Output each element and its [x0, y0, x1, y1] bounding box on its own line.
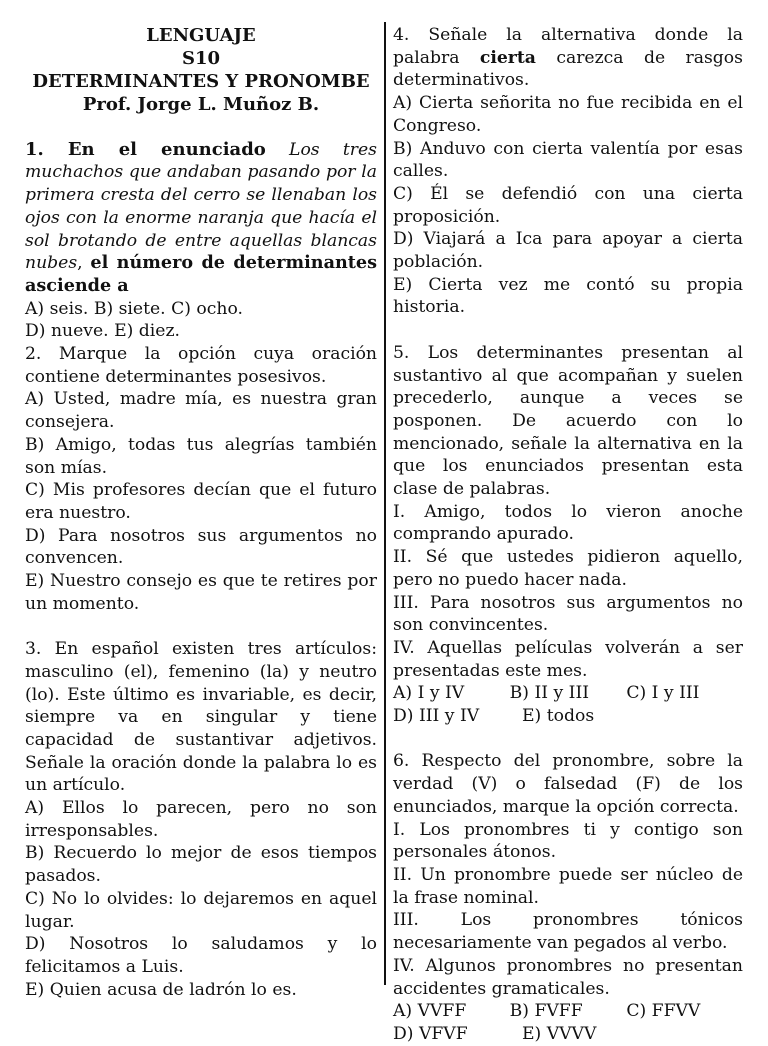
q3-option-b: B) Recuerdo lo mejor de esos tiempos pasados.: [25, 843, 377, 887]
q5-option-b: B) II y III: [509, 683, 590, 704]
q6-option-a: A) VVFF: [393, 1001, 467, 1022]
q1-question: el número de determinantes asciende a: [25, 252, 377, 296]
q1-quote: Los tres muchachos que andaban pasando por la primera cresta del cerro se llenaban los ojos con la enorme naranja que hacía el sol brotando de entre aquellas blancas nubes: [25, 139, 377, 274]
q6-option-d: D) VFVF: [393, 1023, 468, 1044]
q5-options-row-2: [393, 705, 743, 728]
q4-option-b: B) Anduvo con cierta valentía por esas calles.: [393, 138, 743, 182]
q6-option-b: B) FVFF: [509, 1001, 583, 1022]
q1-lead: 1. En el enunciado: [25, 138, 266, 160]
column-divider: [384, 22, 386, 985]
q5-option-c: C) I y III: [626, 683, 700, 704]
q5-option-e: E) todos: [522, 706, 595, 727]
q2-option-a: A) Usted, madre mía, es nuestra gran consejera.: [25, 389, 377, 433]
q2-option-b: B) Amigo, todas tus alegrías también son mías.: [25, 434, 377, 478]
q2-stem: 2. Marque la opción cuya oración contiene determinantes posesivos.: [25, 344, 377, 387]
q3-option-e: E) Quien acusa de ladrón lo es.: [25, 979, 297, 1000]
q3-option-d: D) Nosotros lo saludamos y lo felicitamos a Luis.: [25, 934, 377, 977]
q1-comma: ,: [77, 253, 91, 274]
q6-statement-ii: II. Un pronombre puede ser núcleo de la frase nominal.: [393, 864, 743, 908]
q6-statement-iii: III. Los pronombres tónicos necesariamente van pegados al verbo.: [393, 910, 743, 954]
q2-option-e: E) Nuestro consejo es que te retires por un momento.: [25, 571, 377, 614]
q2-option-d: D) Para nosotros sus argumentos no convencen.: [25, 525, 377, 569]
q5-statement-i: I. Amigo, todos lo vieron anoche comprando apurado.: [393, 501, 743, 545]
teacher-name: Prof. Jorge L. Muñoz B.: [82, 94, 320, 115]
q5-option-d: D) III y IV: [393, 706, 480, 727]
subject-title: LENGUAJE: [146, 25, 256, 46]
q6-option-e: E) VVVV: [522, 1023, 597, 1044]
session-code: S10: [181, 48, 221, 69]
q3-option-c: C) No lo olvides: lo dejaremos en aquel lugar.: [25, 888, 377, 932]
q3-stem: 3. En español existen tres artículos: masculino (el), femenino (la) y neutro (lo). Este último es invariable, es decir, siempre va en singular y tiene capacidad de sustantivar adjetivos. Señale la oración donde la palabra lo es un artículo.: [25, 639, 377, 796]
q6-statement-i: I. Los pronombres ti y contigo son personales átonos.: [393, 819, 743, 863]
q4-keyword: cierta: [479, 47, 536, 68]
q5-statement-iii: III. Para nosotros sus argumentos no son convincentes.: [393, 592, 743, 636]
q4-option-d: D) Viajará a Ica para apoyar a cierta población.: [393, 229, 743, 273]
q4-stem-before: 4. Señale la alternativa donde la palabra: [393, 25, 743, 68]
q6-statement-iv: IV. Algunos pronombres no presentan accidentes gramaticales.: [393, 955, 743, 999]
q6-options-row-1: [393, 1000, 743, 1023]
right-column: [393, 24, 743, 1046]
q4-option-e: E) Cierta vez me contó su propia historia.: [393, 274, 743, 318]
q6-stem: 6. Respecto del pronombre, sobre la verdad (V) o falsedad (F) de los enunciados, marque la opción correcta.: [393, 751, 743, 817]
q3-option-a: A) Ellos lo parecen, pero no son irresponsables.: [25, 798, 377, 841]
left-column: [25, 24, 377, 1001]
q6-option-c: C) FFVV: [626, 1001, 701, 1022]
q4-stem: [393, 24, 743, 92]
q1-options-line2: D) nueve. E) diez.: [25, 321, 180, 342]
question-1: [25, 139, 377, 298]
q5-statement-iv: IV. Aquellas películas volverán a ser presentadas este mes.: [393, 637, 743, 681]
q4-option-c: C) Él se defendió con una cierta proposición.: [393, 183, 743, 227]
topic-title: DETERMINANTES Y PRONOMBE: [32, 71, 370, 92]
q5-stem: 5. Los determinantes presentan al sustantivo al que acompañan y suelen precederlo, aunque a veces se posponen. De acuerdo con lo mencionado, señale la alternativa en la que los enunciados presentan esta clase de palabras.: [393, 342, 743, 500]
q2-option-c: C) Mis profesores decían que el futuro era nuestro.: [25, 480, 377, 523]
q4-option-a: A) Cierta señorita no fue recibida en el Congreso.: [393, 93, 743, 136]
q5-statement-ii: II. Sé que ustedes pidieron aquello, pero no puedo hacer nada.: [393, 547, 743, 590]
q1-options-line1: A) seis. B) siete. C) ocho.: [25, 298, 243, 319]
q4-stem-after: carezca de rasgos determinativos.: [393, 47, 743, 91]
q6-options-row-2: [393, 1023, 743, 1046]
q5-options-row-1: [393, 682, 743, 705]
q5-option-a: A) I y IV: [393, 683, 465, 704]
